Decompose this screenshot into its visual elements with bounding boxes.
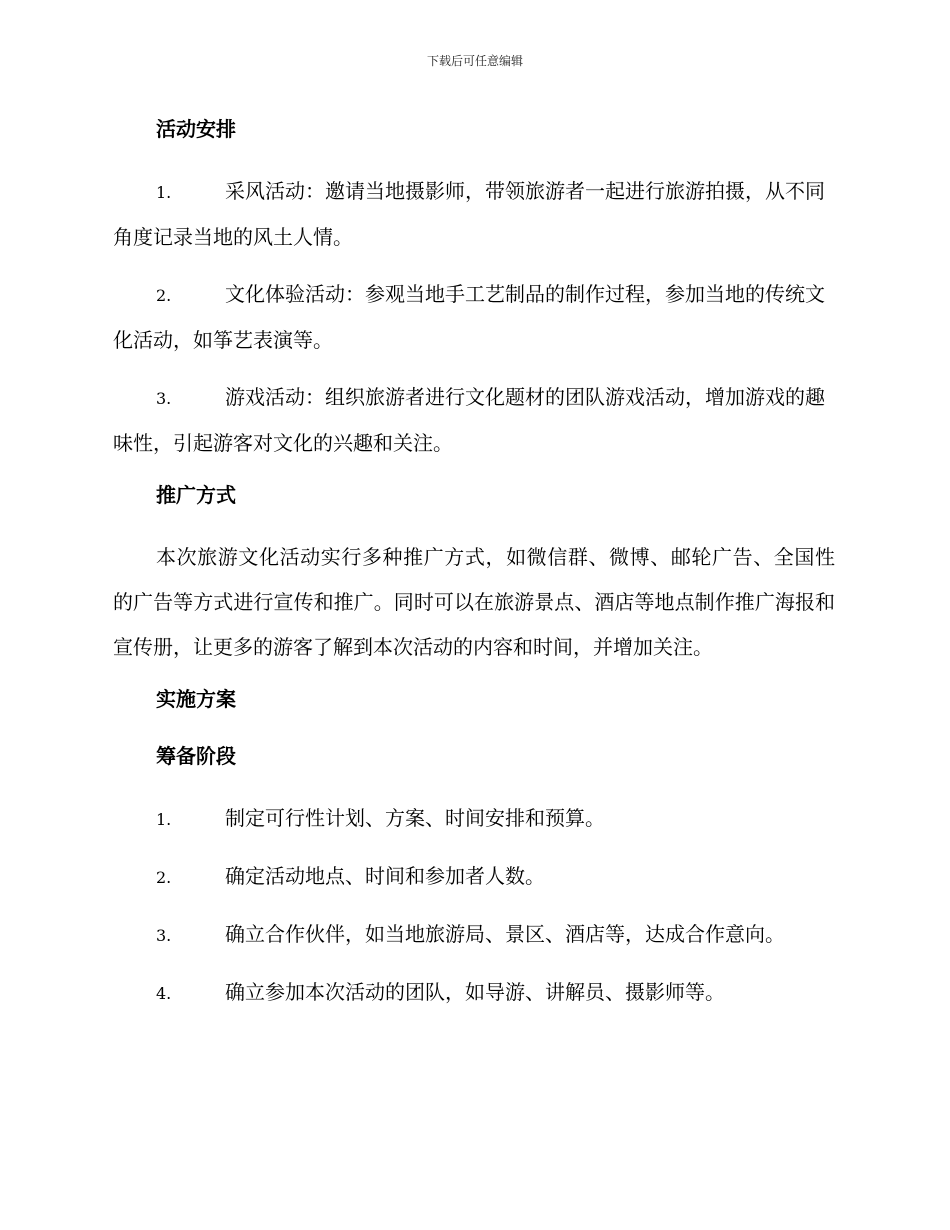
list-number: 3. (156, 389, 172, 408)
list-item (113, 854, 835, 900)
list-number: 1. (156, 810, 172, 829)
section-heading-implementation: 实施方案 (156, 687, 236, 711)
list-number: 2. (156, 286, 172, 305)
promotion-paragraph: 本次旅游文化活动实行多种推广方式，如微信群、微博、邮轮广告、全国性的广告等方式进行宣传和推广。同时可以在旅游景点、酒店等地点制作推广海报和宣传册，让更多的游客了解到本次活动的内容和时间，并增加关注。 (113, 545, 835, 659)
list-number: 1. (156, 183, 172, 202)
list-item (113, 912, 835, 958)
list-text: 文化体验活动：参观当地手工艺制品的制作过程，参加当地的传统文化活动，如筝艺表演等。 (113, 282, 825, 352)
list-item (113, 970, 835, 1016)
list-text: 确定活动地点、时间和参加者人数。 (225, 864, 545, 888)
list-text: 制定可行性计划、方案、时间安排和预算。 (225, 806, 605, 830)
page-header: 下载后可任意编辑 (426, 54, 523, 68)
document-body (113, 112, 835, 1028)
list-item (113, 375, 835, 466)
list-text: 游戏活动：组织旅游者进行文化题材的团队游戏活动，增加游戏的趣味性，引起游客对文化的兴趣和关注。 (113, 385, 825, 455)
list-number: 3. (156, 926, 172, 945)
list-text: 采风活动：邀请当地摄影师，带领旅游者一起进行旅游拍摄，从不同角度记录当地的风土人情。 (113, 179, 825, 249)
list-text: 确立合作伙伴，如当地旅游局、景区、酒店等，达成合作意向。 (225, 922, 785, 946)
section-heading-activities: 活动安排 (156, 117, 236, 141)
list-number: 4. (156, 984, 172, 1003)
list-item (113, 796, 835, 842)
subsection-heading-preparation: 筹备阶段 (156, 744, 236, 768)
list-item (113, 169, 835, 260)
section-heading-promotion: 推广方式 (156, 483, 236, 507)
list-item (113, 272, 835, 363)
list-number: 2. (156, 868, 172, 887)
list-text: 确立参加本次活动的团队，如导游、讲解员、摄影师等。 (225, 980, 725, 1004)
